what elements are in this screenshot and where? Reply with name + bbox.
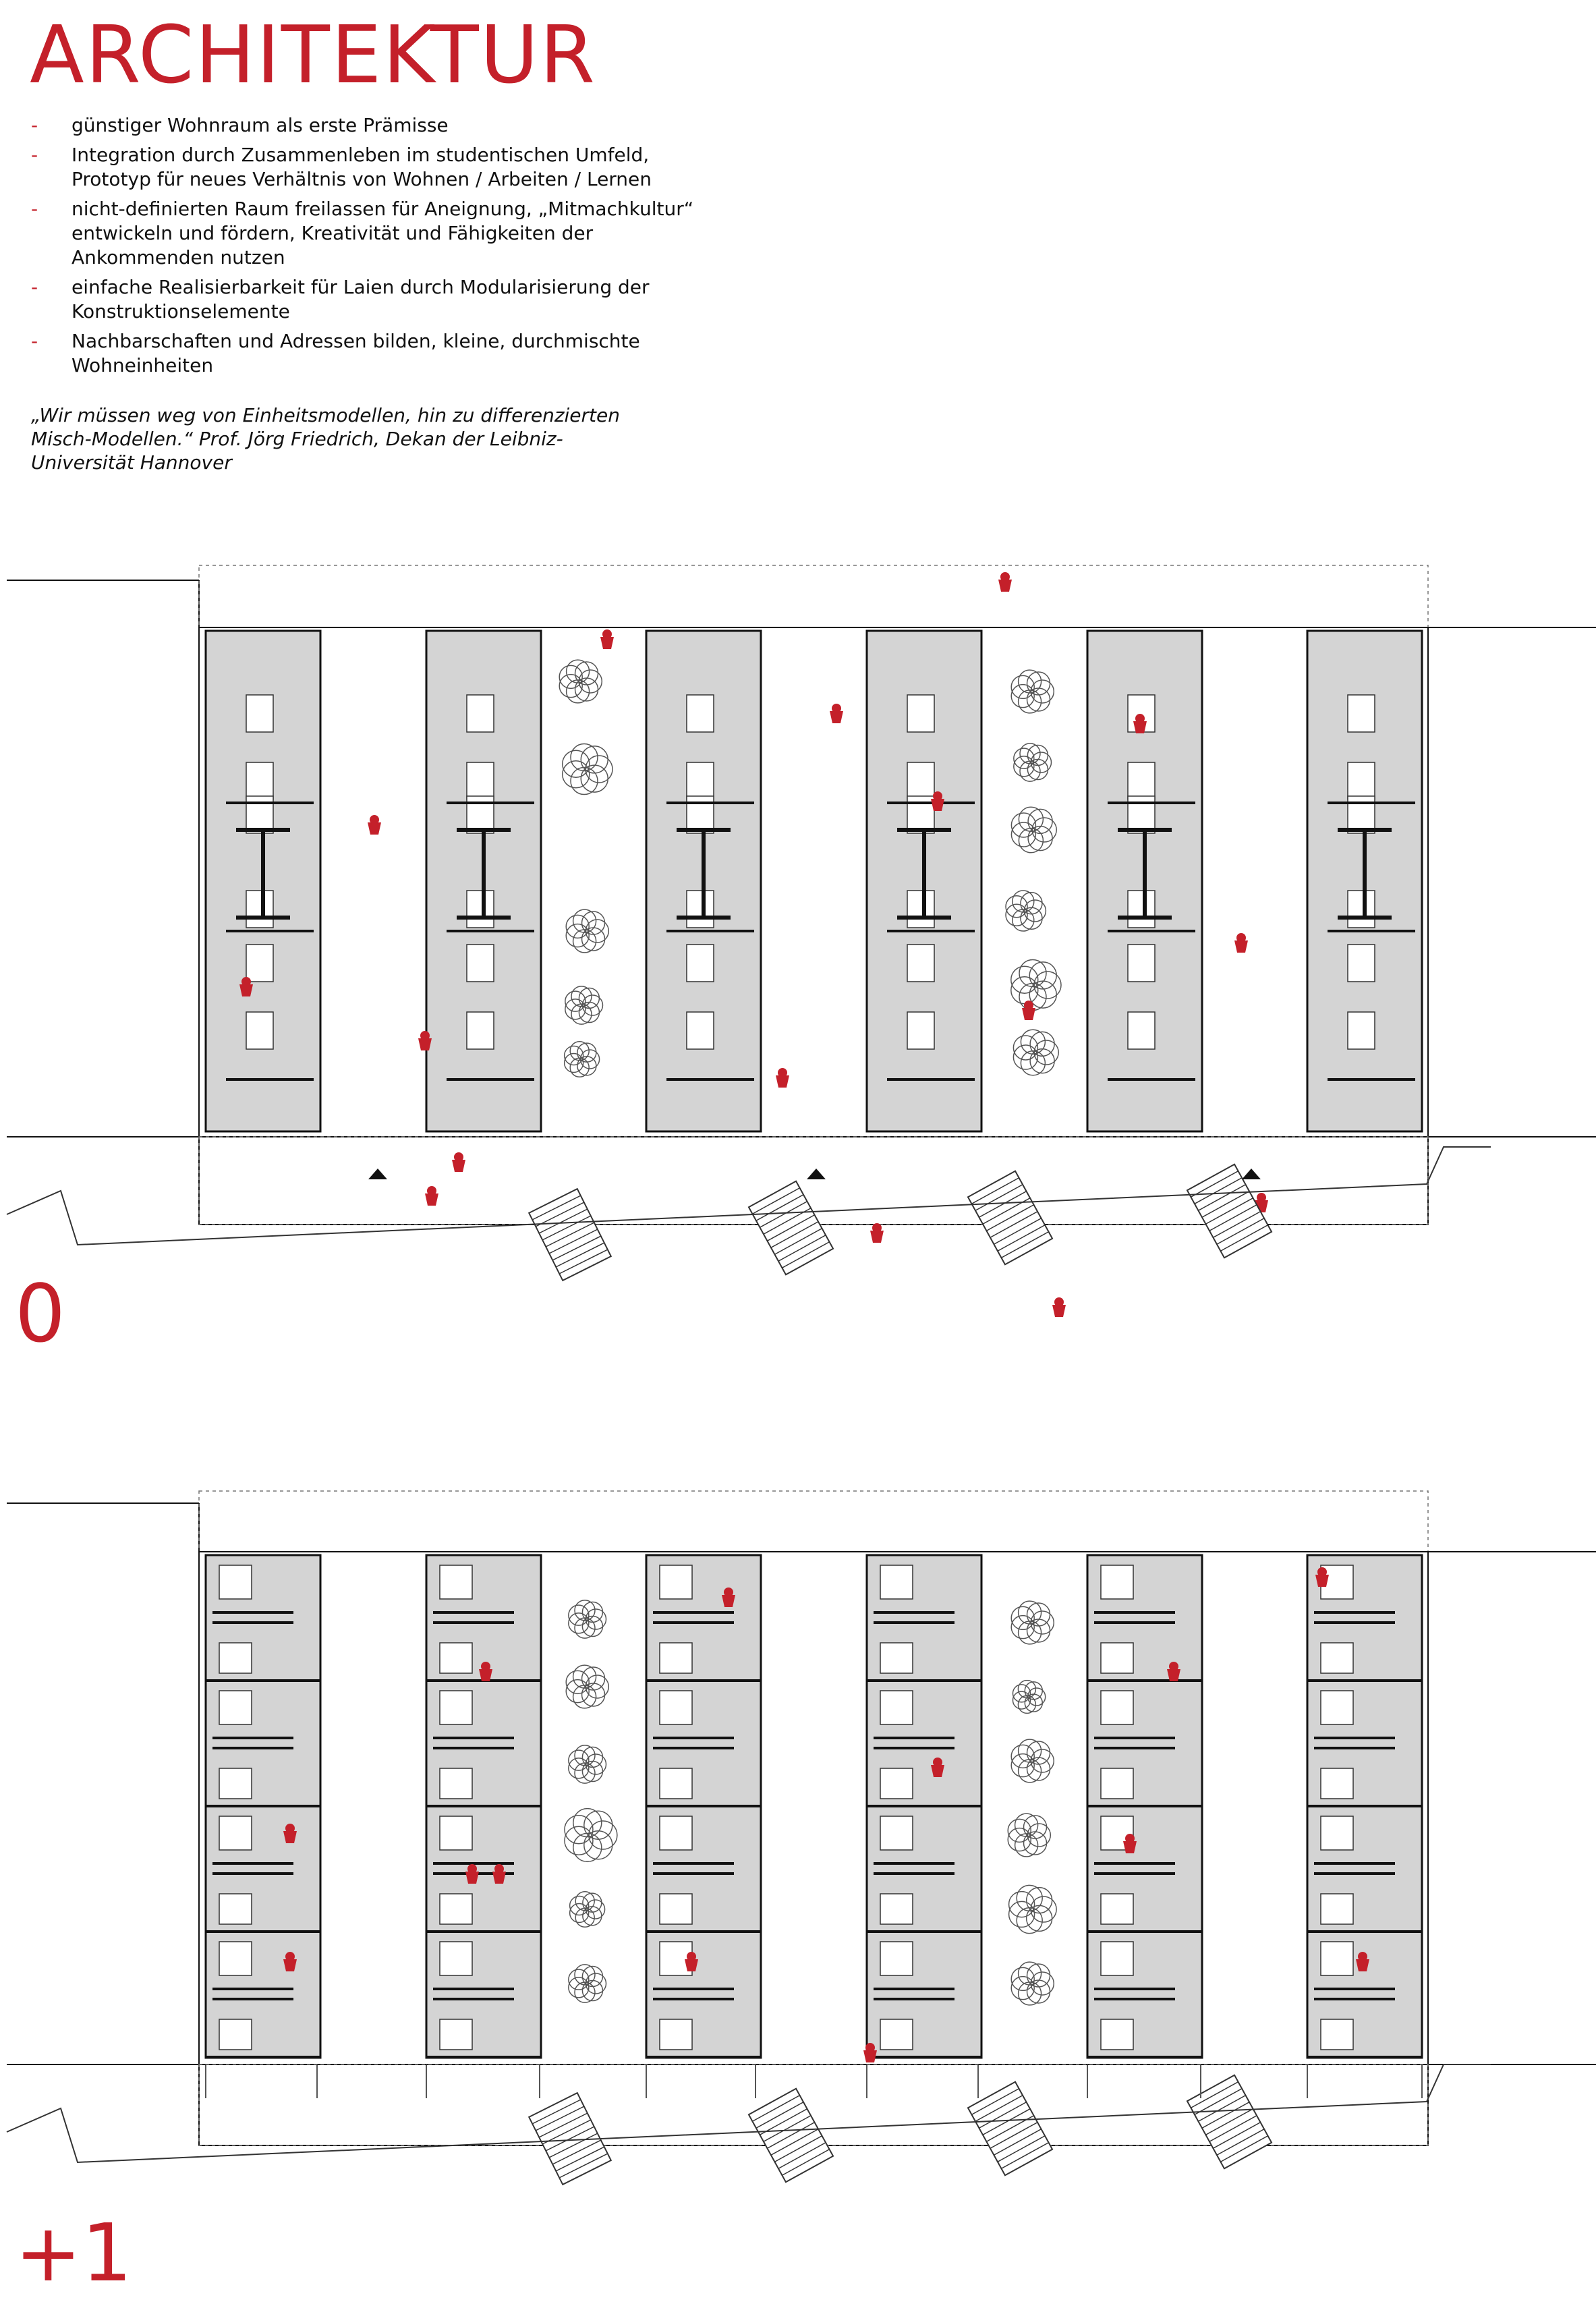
furniture-bed [219,1643,252,1673]
person-figure [1234,940,1248,953]
furniture-bed [880,1565,913,1599]
furniture-bed [1101,1942,1133,1975]
entrance-arrow [1242,1169,1261,1179]
tree-icon [1011,1601,1054,1644]
bullet-item [31,329,706,378]
floor-label-upper: +1 [15,2206,132,2299]
furniture-table [907,891,934,928]
furniture-bed [660,1894,692,1924]
furniture-bed [1321,1691,1353,1724]
bullet-marker: - [31,144,38,166]
furniture-bed [440,1768,472,1799]
person-figure [830,711,843,723]
furniture-table [1348,762,1375,799]
furniture-bed [660,1643,692,1673]
tree-icon [565,1042,600,1077]
furniture-table [687,1012,714,1049]
person-figure [452,1160,465,1172]
furniture-bed [440,2019,472,2050]
furniture-bed [219,1768,252,1799]
entrance-arrow [807,1169,826,1179]
furniture-table [467,695,494,732]
furniture-bed [660,1691,692,1724]
furniture-bed [880,1816,913,1850]
tree-icon [1011,670,1054,713]
furniture-bed [880,1942,913,1975]
tree-icon [1014,743,1052,781]
furniture-bed [1321,1643,1353,1673]
building-outline [199,1552,1428,2145]
bullet-item [31,197,706,270]
furniture-bed [219,2019,252,2050]
exterior-stair [529,1189,611,1281]
bullet-marker: - [31,330,38,352]
furniture-table [687,695,714,732]
tree-icon [1008,1814,1050,1857]
bullet-list [31,113,706,383]
person-figure [600,637,614,649]
bullet-marker: - [31,114,38,136]
furniture-table [246,891,273,928]
tree-icon [1011,959,1061,1010]
tree-icon [1011,1739,1054,1782]
furniture-table [907,695,934,732]
tree-icon [565,1809,617,1862]
tree-icon [566,1665,608,1708]
furniture-bed [1101,1768,1133,1799]
floor-label-ground: 0 [15,1267,66,1360]
exterior-stair [968,2082,1052,2176]
upper-floor-plan [0,1471,1596,2220]
furniture-bed [660,2019,692,2050]
exterior-stair [749,1181,833,1275]
ground-floor-plan [0,540,1596,1336]
furniture-bed [440,1565,472,1599]
furniture-table [687,891,714,928]
tree-icon [1011,1962,1054,2005]
furniture-table [1348,695,1375,732]
furniture-bed [440,1691,472,1724]
furniture-table [1128,762,1155,799]
tree-icon [570,1892,605,1928]
furniture-bed [880,1643,913,1673]
person-figure [776,1075,789,1088]
building-outline [199,627,1428,1225]
bullet-text: Nachbarschaften und Adressen bilden, kleine, durchmischte Wohneinheiten [72,330,640,376]
person-figure [863,2050,877,2062]
furniture-table [687,945,714,982]
furniture-table [907,1012,934,1049]
furniture-bed [880,2019,913,2050]
furniture-table [467,945,494,982]
furniture-table [1348,1012,1375,1049]
bullet-marker: - [31,198,38,220]
furniture-bed [1101,1565,1133,1599]
furniture-bed [1321,1894,1353,1924]
furniture-bed [660,1816,692,1850]
terrain-line [7,2064,1491,2162]
roof-outline [199,565,1428,627]
person-figure [870,1231,884,1243]
furniture-bed [219,1691,252,1724]
bullet-item [31,275,706,324]
tree-icon [566,909,608,953]
furniture-table [1348,945,1375,982]
person-figure [1022,1008,1035,1020]
furniture-bed [440,1643,472,1673]
tree-icon [1009,1885,1057,1933]
furniture-table [467,1012,494,1049]
bullet-item [31,113,706,138]
bullet-text: einfache Realisierbarkeit für Laien durch Modularisierung der Konstruktionselemente [72,276,650,322]
page-title: ARCHITEKTUR [30,8,597,101]
furniture-bed [660,1565,692,1599]
furniture-bed [1321,2019,1353,2050]
furniture-bed [219,1942,252,1975]
furniture-bed [219,1894,252,1924]
furniture-table [1128,1012,1155,1049]
furniture-bed [440,1816,472,1850]
tree-icon [1011,807,1056,853]
tree-icon [563,743,612,794]
furniture-bed [440,1942,472,1975]
person-figure [1052,1305,1066,1317]
tree-icon [565,986,603,1024]
person-figure [998,580,1012,592]
furniture-table [907,762,934,799]
bullet-text: günstiger Wohnraum als erste Prämisse [72,114,449,136]
furniture-table [1348,891,1375,928]
tree-icon [569,1600,606,1638]
tree-icon [559,660,602,703]
furniture-bed [1101,2019,1133,2050]
roof-outline [199,1491,1428,1552]
furniture-bed [1101,1691,1133,1724]
furniture-table [467,762,494,799]
bullet-text: Integration durch Zusammenleben im studentischen Umfeld, Prototyp für neues Verhältnis von Wohnen / Arbeiten / Lernen [72,144,652,190]
furniture-table [467,891,494,928]
furniture-table [907,945,934,982]
tree-icon [1013,1681,1045,1714]
furniture-table [246,762,273,799]
person-figure [368,822,381,835]
furniture-bed [219,1816,252,1850]
exterior-stair [749,2089,833,2183]
furniture-bed [440,1894,472,1924]
furniture-table [1128,945,1155,982]
bullet-marker: - [31,276,38,298]
furniture-bed [660,1768,692,1799]
person-figure [425,1193,438,1206]
furniture-bed [219,1565,252,1599]
bullet-text: nicht-definierten Raum freilassen für Aneignung, „Mitmachkultur“ entwickeln und fördern, Kreativität und Fähigkeiten der Ankommenden nutzen [72,198,694,269]
furniture-bed [1101,1894,1133,1924]
furniture-bed [1321,1816,1353,1850]
furniture-bed [1321,1942,1353,1975]
bullet-item [31,143,706,192]
exterior-stair [968,1171,1052,1265]
exterior-stair [1187,2075,1272,2169]
tree-icon [569,1745,606,1783]
furniture-bed [880,1768,913,1799]
furniture-bed [1321,1768,1353,1799]
furniture-bed [1101,1643,1133,1673]
furniture-table [687,762,714,799]
furniture-table [246,695,273,732]
furniture-table [246,945,273,982]
furniture-table [246,1012,273,1049]
tree-icon [569,1965,606,2002]
furniture-table [1128,891,1155,928]
furniture-bed [880,1691,913,1724]
tree-icon [1013,1030,1058,1075]
tree-icon [1006,891,1046,931]
entrance-arrow [368,1169,387,1179]
furniture-bed [880,1894,913,1924]
quote-text: „Wir müssen weg von Einheitsmodellen, hin zu differenzierten Misch-Modellen.“ Prof. Jörg Friedrich, Dekan der Leibniz-Universität Hannover [31,404,620,474]
